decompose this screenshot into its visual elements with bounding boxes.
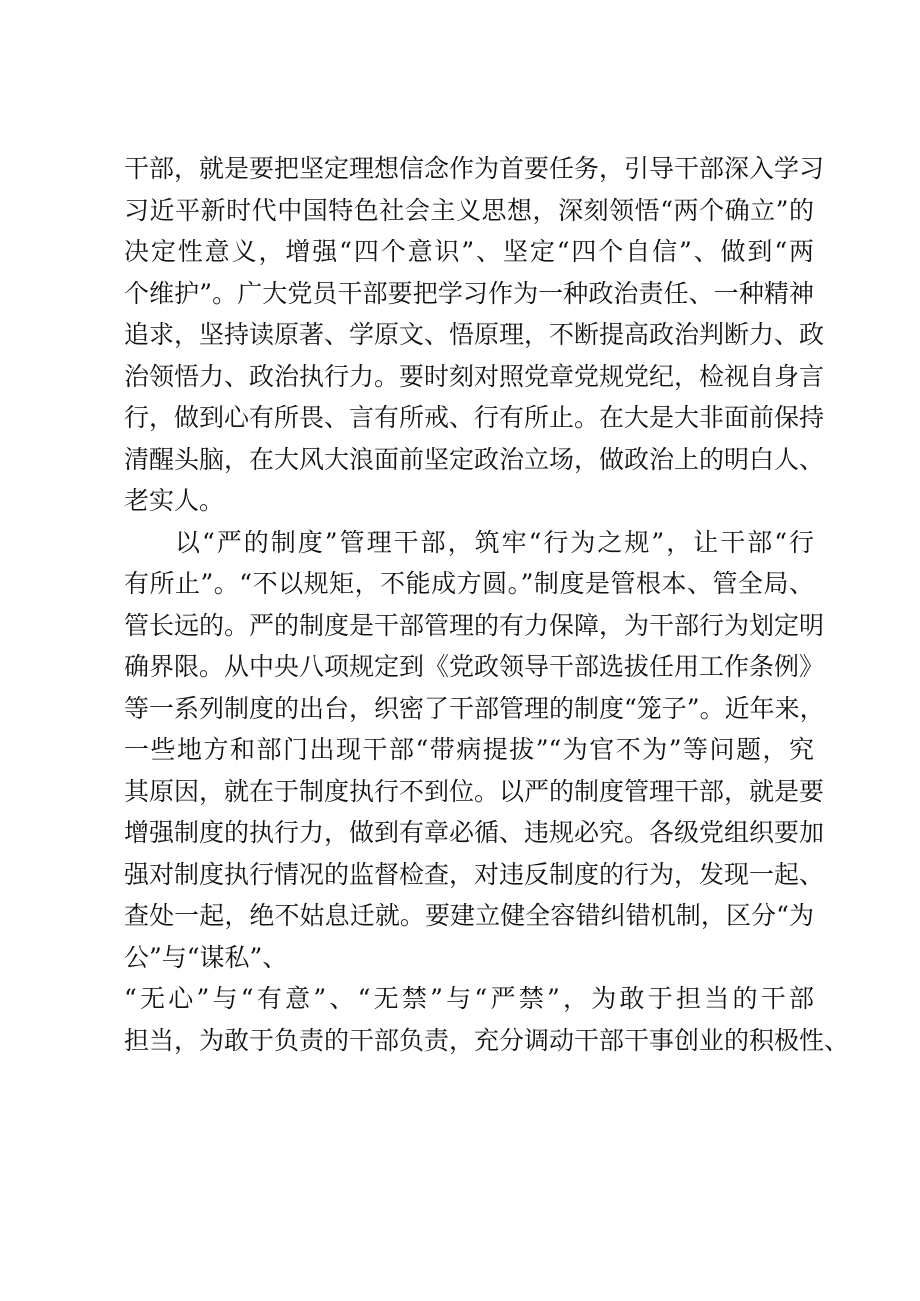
text-line: 习近平新时代中国特色社会主义思想，深刻领悟“两个确立”的 [124, 195, 814, 225]
text-line: 等一系列制度的出台，织密了干部管理的制度“笼子”。近年来， [124, 693, 825, 723]
text-line: 一些地方和部门出现干部“带病提拔”“为官不为”等问题，究 [124, 735, 814, 764]
text-line: 追求，坚持读原著、学原文、悟原理，不断提高政治判断力、政 [124, 320, 825, 349]
text-line: 老实人。 [124, 486, 225, 515]
text-line: 管长远的。严的制度是干部管理的有力保障，为干部行为划定明 [124, 610, 825, 640]
text-line: 查处一起，绝不姑息迁就。要建立健全容错纠错机制，区分“为 [124, 901, 814, 930]
text-line: 强对制度执行情况的监督检查，对违反制度的行为，发现一起、 [124, 859, 825, 889]
body-text [124, 148, 850, 1061]
text-line: 治领悟力、政治执行力。要时刻对照党章党规党纪，检视自身言 [124, 361, 825, 391]
text-line: 公”与“谋私”、 [124, 942, 288, 972]
text-line: 其原因，就在于制度执行不到位。以严的制度管理干部，就是要 [124, 776, 825, 806]
text-line: 决定性意义，增强“四个意识”、坚定“四个自信”、做到“两 [124, 237, 814, 266]
paragraph-first-line: 以“严的制度”管理干部，筑牢“行为之规”，让干部“行 [175, 527, 814, 557]
text-line: 增强制度的执行力，做到有章必循、违规必究。各级党组织要加 [124, 818, 825, 847]
text-line: 担当，为敢于负责的干部负责，充分调动干部干事创业的积极性、 [124, 1025, 850, 1055]
text-line: 个维护”。广大党员干部要把学习作为一种政治责任、一种精神 [124, 278, 814, 308]
text-line: 有所止”。“不以规矩，不能成方圆。”制度是管根本、管全局、 [124, 569, 814, 598]
text-line: 确界限。从中央八项规定到《党政领导干部选拔任用工作条例》 [124, 652, 825, 681]
text-line: “无心”与“有意”、“无禁”与“严禁”，为敢于担当的干部 [124, 984, 814, 1013]
text-line: 干部，就是要把坚定理想信念作为首要任务，引导干部深入学习 [124, 154, 825, 183]
text-line: 行，做到心有所畏、言有所戒、行有所止。在大是大非面前保持 [124, 403, 825, 432]
text-line: 清醒头脑，在大风大浪面前坚定政治立场，做政治上的明白人、 [124, 444, 825, 474]
